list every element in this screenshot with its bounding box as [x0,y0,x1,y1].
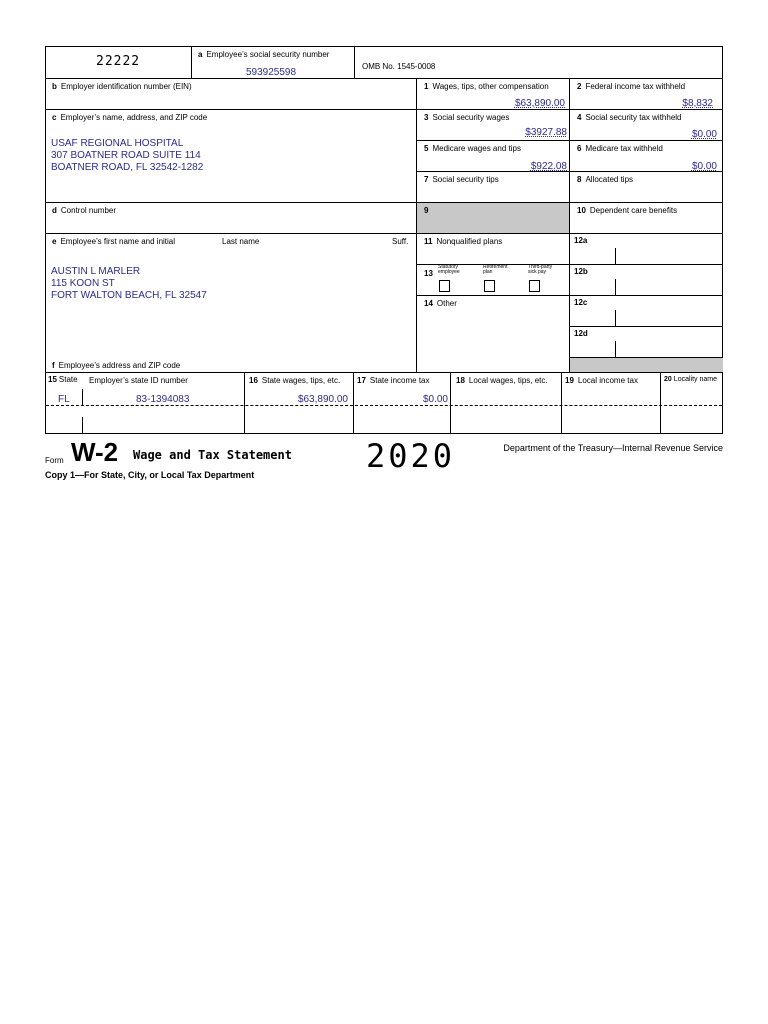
divider [615,341,616,357]
divider [569,78,570,372]
box-11-label: 11 Nonqualified plans [424,237,503,246]
box-10-label: 10 Dependent care benefits [577,206,678,215]
divider [660,372,661,434]
retirement-checkbox[interactable] [484,280,495,292]
employee-street: 115 KOON ST [51,278,115,289]
row-line [46,78,722,79]
w2-form [45,46,723,434]
thirdparty-checkbox[interactable] [529,280,540,292]
row-line [416,295,569,296]
box-c-label: c Employer’s name, address, and ZIP code [52,113,208,122]
divider [82,389,83,405]
state-wages-value: $63,890.00 [297,394,348,405]
divider [615,310,616,326]
state-tax-value: $0.00 [422,394,448,405]
employer-city: BOATNER ROAD, FL 32542-1282 [51,162,204,173]
row-line [569,326,722,327]
box-15-label: 15 State [48,375,78,384]
row-line [569,264,722,265]
employer-name: USAF REGIONAL HOSPITAL [51,138,184,149]
last-name-label: Last name [222,237,260,246]
employer-address: 307 BOATNER ROAD SUITE 114 [51,150,201,161]
fed-tax-value: $8,832 [682,98,713,109]
box-3-label: 3 Social security wages [424,113,510,122]
form-name: W-2 [71,437,119,467]
medicare-tax-value: $0.00 [691,161,717,172]
box-12c-label: 12c [574,298,588,307]
tax-year: 2020 [366,437,456,475]
box-f-label: f Employee’s address and ZIP code [52,361,181,370]
agency: Department of the Treasury—Internal Revenue Service [503,443,723,453]
row-line [416,109,722,110]
box-17-label: 17 State income tax [357,376,430,385]
statutory-label: Statutory employee [438,264,460,275]
wages-value: $63,890.00 [514,98,565,109]
dashed-line [46,405,722,406]
void-code: 22222 [96,54,141,69]
box-1-label: 1 Wages, tips, other compensation [424,82,549,91]
box-8-label: 8 Allocated tips [577,175,634,184]
omb-number: OMB No. 1545-0008 [362,62,436,71]
divider [450,372,451,434]
form-word: Form [45,456,64,465]
row-line [46,233,722,234]
state-id-value: 83-1394083 [136,394,190,405]
divider [354,47,355,79]
retirement-label: Retirement plan [483,264,508,275]
divider [82,417,83,433]
state-code: FL [58,394,70,405]
ssn-value: 593925598 [246,67,297,78]
employer-state-id-label: Employer’s state ID number [89,376,188,385]
row-line [46,372,722,373]
row-line [569,295,722,296]
box-12-shade [570,358,723,372]
row-line [46,202,722,203]
form-title: Wage and Tax Statement [133,448,292,462]
employee-name: AUSTIN L MARLER [51,266,141,277]
box-20-label: 20 Locality name [664,376,717,383]
box-9-shade [417,203,569,233]
thirdparty-label: Third-party sick pay [528,264,553,275]
box-2-label: 2 Federal income tax withheld [577,82,686,91]
divider [244,372,245,434]
divider [615,279,616,295]
box-14-label: 14 Other [424,299,457,308]
statutory-checkbox[interactable] [439,280,450,292]
copy-label: Copy 1—For State, City, or Local Tax Department [45,470,255,480]
divider [561,372,562,434]
suffix-label: Suff. [392,237,409,246]
divider [353,372,354,434]
box-d-label: d Control number [52,206,117,215]
box-12d-label: 12d [574,329,588,338]
ss-tax-value: $0.00 [691,129,717,140]
box-4-label: 4 Social security tax withheld [577,113,682,122]
box-5-label: 5 Medicare wages and tips [424,144,521,153]
box-e-label: e Employee’s first name and initial [52,237,176,246]
box-13-label: 13 [424,269,433,278]
box-6-label: 6 Medicare tax withheld [577,144,663,153]
divider [191,47,192,79]
box-b-label: b Employer identification number (EIN) [52,82,192,91]
ss-wages-value: $3927.88 [525,127,567,138]
box-9-label: 9 [424,206,429,215]
row-line [416,171,722,172]
employee-city: FORT WALTON BEACH, FL 32547 [51,290,207,301]
row-line [416,140,722,141]
row-line [46,109,416,110]
box-12b-label: 12b [574,267,588,276]
row-line [569,357,722,358]
box-7-label: 7 Social security tips [424,175,499,184]
box-12a-label: 12a [574,236,588,245]
box-18-label: 18 Local wages, tips, etc. [456,376,548,385]
box-19-label: 19 Local income tax [565,376,638,385]
divider [615,248,616,264]
medicare-wages-value: $922.08 [530,161,567,172]
box-a-label: a Employee’s social security number [198,50,330,59]
box-16-label: 16 State wages, tips, etc. [249,376,341,385]
